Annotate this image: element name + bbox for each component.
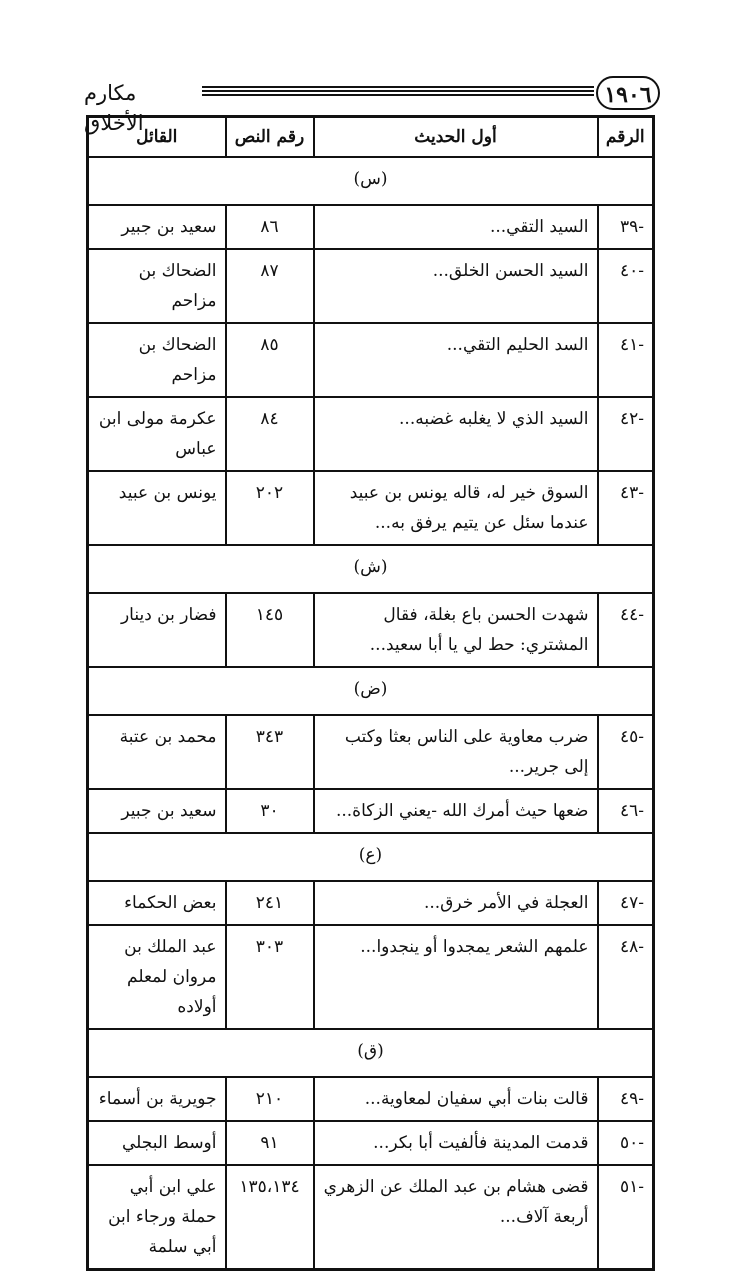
section-row: [88, 157, 654, 205]
section-letter: (س): [88, 157, 654, 205]
text-number: ٣٠: [226, 789, 314, 833]
running-header: [84, 74, 660, 135]
entry-number: -٤٨: [598, 925, 654, 1029]
section-letter: (ق): [88, 1029, 654, 1077]
entry-number: -٥٠: [598, 1121, 654, 1165]
table-row: [88, 323, 654, 397]
text-number: ١٣٥،١٣٤: [226, 1165, 314, 1270]
table-row: [88, 397, 654, 471]
text-number: ١٤٥: [226, 593, 314, 667]
hadith-index-table: [86, 115, 655, 1271]
section-row: [88, 545, 654, 593]
speaker: عبد الملك بن مروان لمعلم أولاده: [88, 925, 226, 1029]
entry-number: -٤٠: [598, 249, 654, 323]
hadith-opening: السوق خير له، قاله يونس بن عبيد عندما سئل عن يتيم يرفق به...: [314, 471, 598, 545]
entry-number: -٤٣: [598, 471, 654, 545]
hadith-opening: ضعها حيث أمرك الله -يعني الزكاة...: [314, 789, 598, 833]
table-row: [88, 1077, 654, 1121]
speaker: محمد بن عتبة: [88, 715, 226, 789]
text-number: ٣٤٣: [226, 715, 314, 789]
text-number: ٢٤١: [226, 881, 314, 925]
entry-number: -٤٢: [598, 397, 654, 471]
speaker: علي ابن أبي حملة ورجاء ابن أبي سلمة: [88, 1165, 226, 1270]
table-row: [88, 1165, 654, 1270]
entry-number: -٤٩: [598, 1077, 654, 1121]
section-row: [88, 1029, 654, 1077]
hadith-opening: السيد الحسن الخلق...: [314, 249, 598, 323]
hadith-opening: ضرب معاوية على الناس بعثا وكتب إلى جرير...: [314, 715, 598, 789]
table-header-row: [88, 117, 654, 158]
entry-number: -٤٥: [598, 715, 654, 789]
section-letter: (ع): [88, 833, 654, 881]
hadith-opening: شهدت الحسن باع بغلة، فقال المشتري: حط لي يا أبا سعيد...: [314, 593, 598, 667]
entry-number: -٥١: [598, 1165, 654, 1270]
speaker: الضحاك بن مزاحم: [88, 323, 226, 397]
section-letter: (ش): [88, 545, 654, 593]
speaker: عكرمة مولى ابن عباس: [88, 397, 226, 471]
speaker: جويرية بن أسماء: [88, 1077, 226, 1121]
table-row: [88, 205, 654, 249]
section-letter: (ض): [88, 667, 654, 715]
hadith-opening: السد الحليم التقي...: [314, 323, 598, 397]
speaker: الضحاك بن مزاحم: [88, 249, 226, 323]
hadith-opening: العجلة في الأمر خرق...: [314, 881, 598, 925]
table-row: [88, 1121, 654, 1165]
speaker: أوسط البجلي: [88, 1121, 226, 1165]
speaker: يونس بن عبيد: [88, 471, 226, 545]
book-title: مكارم الأخلاق: [84, 81, 144, 135]
page-number: ١٩٠٦: [596, 76, 660, 110]
column-header-hadith: أول الحديث: [314, 117, 598, 158]
entry-number: -٤١: [598, 323, 654, 397]
hadith-opening: علمهم الشعر يمجدوا أو ينجدوا...: [314, 925, 598, 1029]
hadith-opening: قالت بنات أبي سفيان لمعاوية...: [314, 1077, 598, 1121]
hadith-opening: السيد الذي لا يغلبه غضبه...: [314, 397, 598, 471]
text-number: ٨٤: [226, 397, 314, 471]
section-row: [88, 667, 654, 715]
text-number: ٨٦: [226, 205, 314, 249]
table-row: [88, 249, 654, 323]
speaker: سعيد بن جبير: [88, 789, 226, 833]
table-row: [88, 715, 654, 789]
column-header-speaker: القائل: [88, 117, 226, 158]
entry-number: -٤٦: [598, 789, 654, 833]
hadith-opening: قدمت المدينة فألفيت أبا بكر...: [314, 1121, 598, 1165]
column-header-number: الرقم: [598, 117, 654, 158]
entry-number: -٣٩: [598, 205, 654, 249]
table-row: [88, 471, 654, 545]
table-row: [88, 789, 654, 833]
hadith-opening: السيد التقي...: [314, 205, 598, 249]
table-row: [88, 925, 654, 1029]
hadith-opening: قضى هشام بن عبد الملك عن الزهري أربعة آلاف...: [314, 1165, 598, 1270]
text-number: ٢١٠: [226, 1077, 314, 1121]
text-number: ٢٠٢: [226, 471, 314, 545]
entry-number: -٤٧: [598, 881, 654, 925]
speaker: فضار بن دينار: [88, 593, 226, 667]
header-rules: [202, 86, 594, 100]
entry-number: -٤٤: [598, 593, 654, 667]
speaker: بعض الحكماء: [88, 881, 226, 925]
text-number: ٣٠٣: [226, 925, 314, 1029]
section-row: [88, 833, 654, 881]
speaker: سعيد بن جبير: [88, 205, 226, 249]
table-row: [88, 881, 654, 925]
table-row: [88, 593, 654, 667]
text-number: ٨٧: [226, 249, 314, 323]
text-number: ٩١: [226, 1121, 314, 1165]
column-header-text-number: رقم النص: [226, 117, 314, 158]
text-number: ٨٥: [226, 323, 314, 397]
